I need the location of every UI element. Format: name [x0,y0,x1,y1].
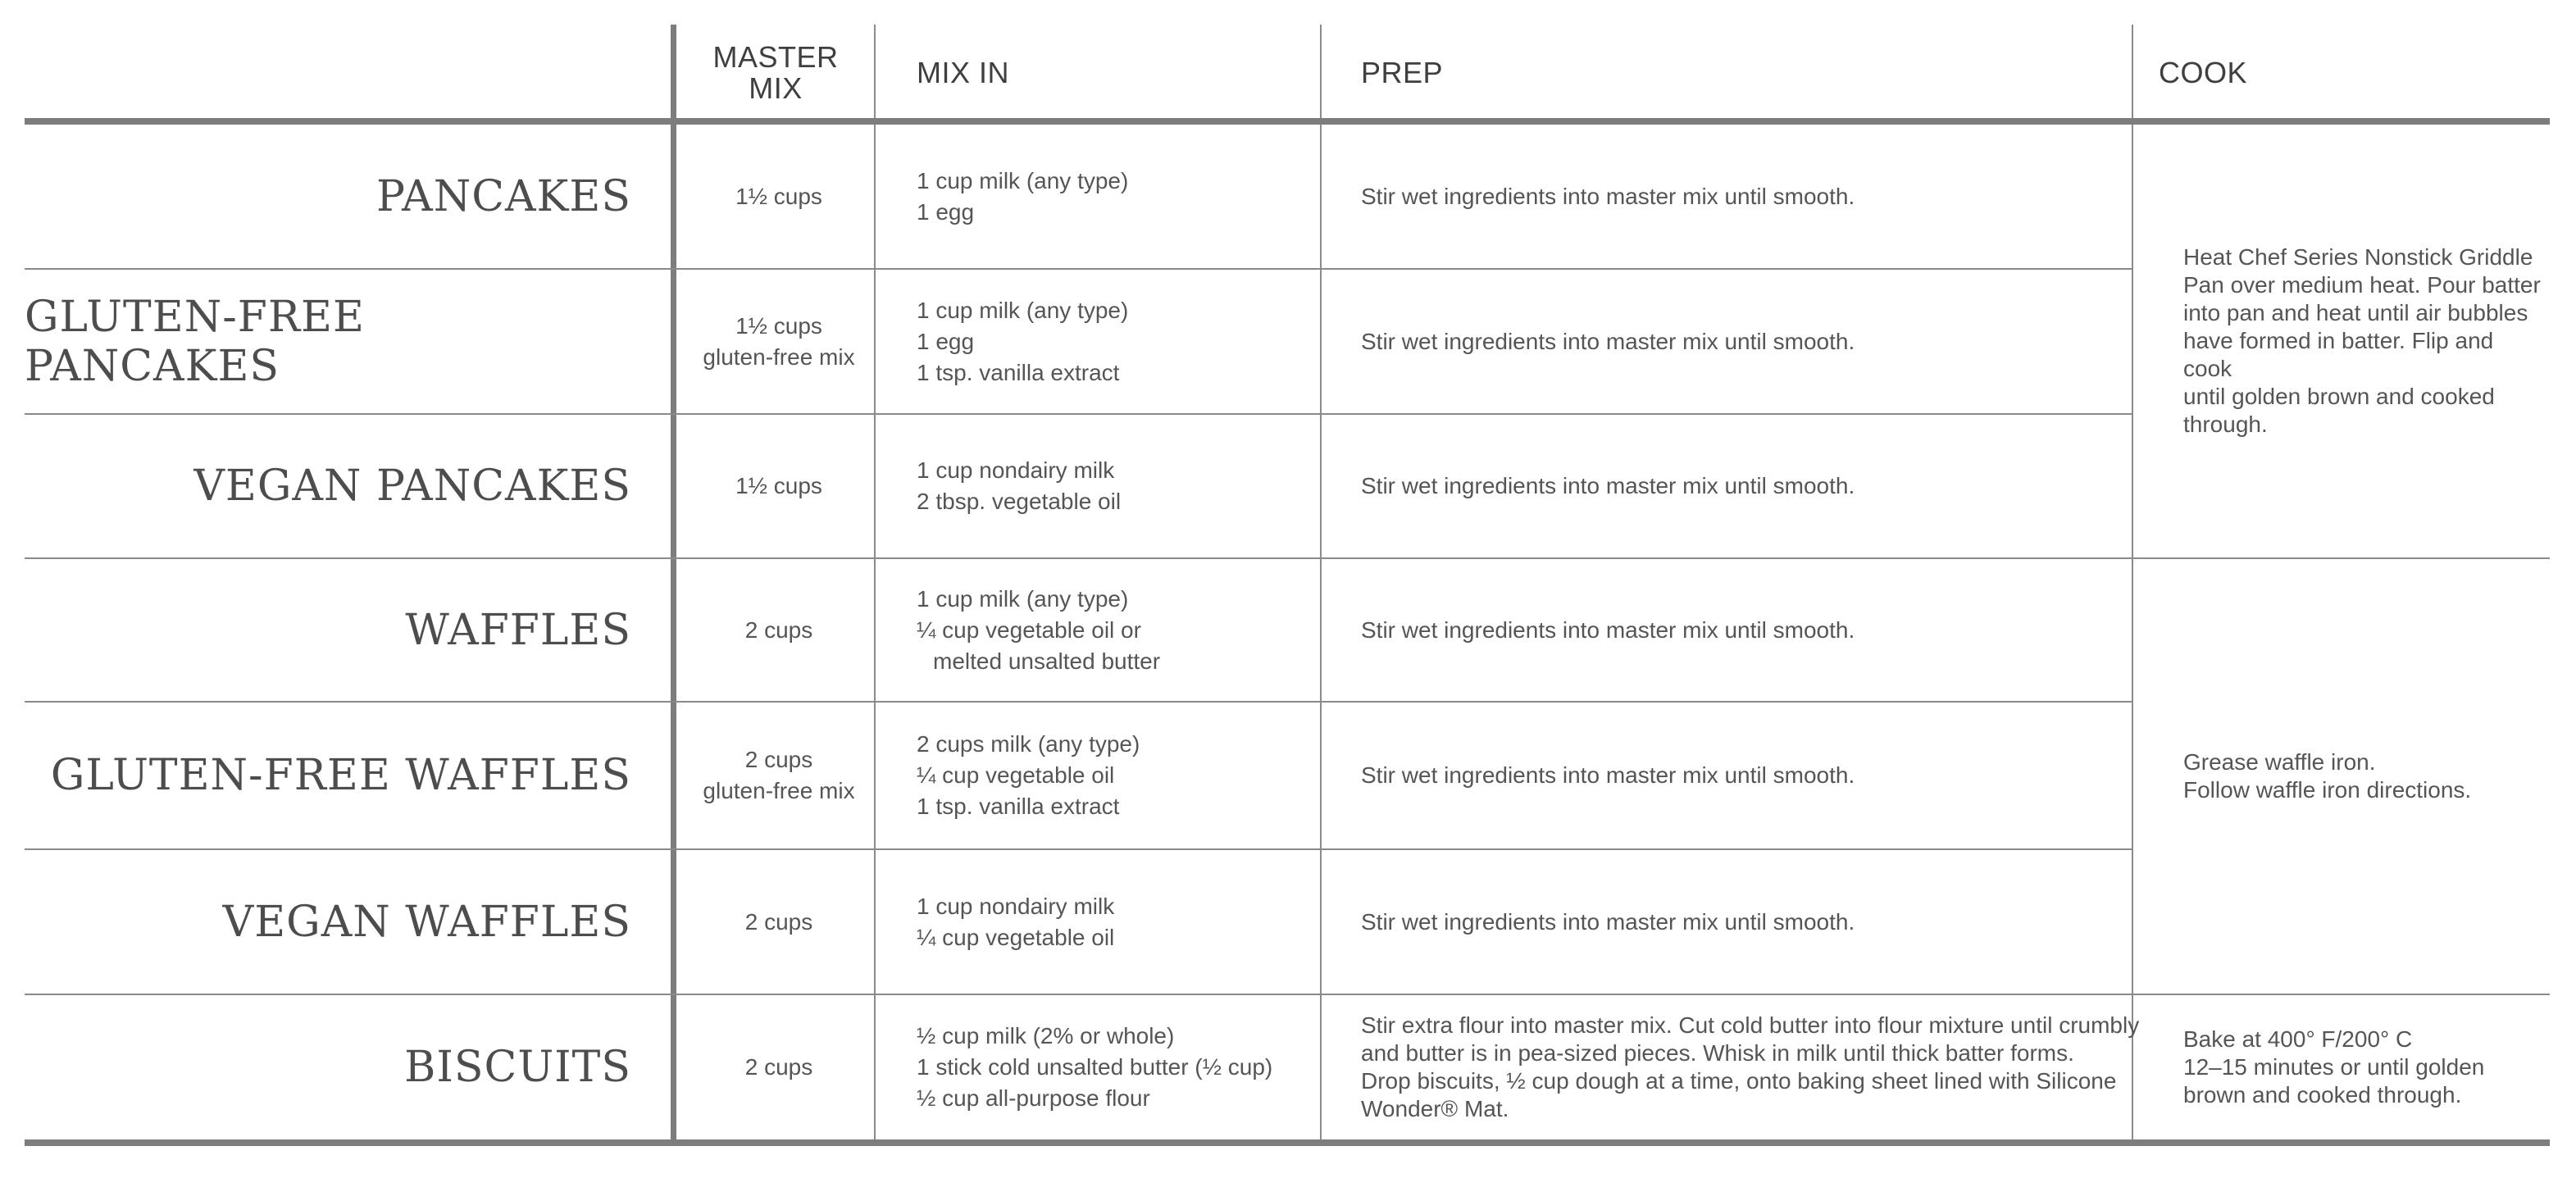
text-line: 1½ cups [735,183,822,209]
text-line: 1 cup milk (any type) [917,167,1129,193]
header-master-mix [677,25,874,121]
prep-cell [1361,850,2148,994]
mix-in-cell [917,270,1327,413]
mix-in-cell [917,415,1327,557]
text-line: and butter is in pea-sized pieces. Whisk in milk until thick batter forms. [1361,1040,2074,1066]
text-line: Stir wet ingredients into master mix until smooth. [1361,473,1855,498]
text-line: 2 cups [744,747,813,772]
table-row [25,850,2550,994]
text-line: ½ cup all-purpose flour [917,1085,1150,1111]
text-line: Stir extra flour into master mix. Cut cold butter into flour mixture until crumbly [1361,1012,2140,1038]
table-row [25,125,2550,268]
text-line: ¼ cup vegetable oil [917,924,1115,950]
text-line: Stir wet ingredients into master mix until smooth. [1361,328,1855,354]
header-master-line2: MIX [749,71,803,105]
table-row [25,995,2550,1139]
text-line: 2 cups [744,1054,813,1080]
text-line: Stir wet ingredients into master mix until smooth. [1361,183,1855,209]
text-line: ¼ cup vegetable oil or [917,616,1141,643]
table-row [25,559,2550,701]
text-line: Bake at 400° F/200° C [2183,1026,2413,1052]
text-line: 1 cup milk (any type) [917,297,1129,323]
text-line: have formed in batter. Flip and cook [2183,328,2494,381]
text-line: Stir wet ingredients into master mix until smooth. [1361,762,1855,788]
recipe-name: VEGAN WAFFLES [222,897,631,947]
prep-cell [1361,703,2148,848]
recipe-name: WAFFLES [405,605,631,655]
master-mix-cell [680,559,877,701]
text-line: 1½ cups [735,312,822,339]
cook-cell-biscuits [2183,995,2544,1139]
text-line: 1½ cups [735,473,822,498]
text-line: Stir wet ingredients into master mix until smooth. [1361,908,1855,935]
text-line: gluten-free mix [703,343,855,370]
recipe-name: BISCUITS [404,1043,631,1092]
text-line: melted unsalted butter [933,648,1161,674]
text-line: Follow waffle iron directions. [2183,777,2472,803]
text-line: until golden brown and cooked [2183,384,2495,409]
footer-rule [25,1139,2550,1146]
text-line: 1 cup nondairy milk [917,457,1115,483]
text-line: Stir wet ingredients into master mix until smooth. [1361,616,1855,643]
header-mix-in: MIX IN [917,56,1010,89]
text-line: Pan over medium heat. Pour batter [2183,272,2541,298]
text-line: 1 cup milk (any type) [917,585,1129,612]
text-line: gluten-free mix [703,778,855,803]
text-line: 1 cup nondairy milk [917,893,1115,919]
text-line: 2 cups [744,908,813,935]
header-master-line1: MASTER [712,40,839,74]
master-mix-cell [680,415,877,557]
table-row [25,270,2550,413]
prep-cell [1361,559,2148,701]
text-line: Drop biscuits, ½ cup dough at a time, onto baking sheet lined with Silicone [1361,1068,2117,1094]
prep-cell [1361,415,2148,557]
prep-cell [1361,995,2148,1139]
mix-in-cell [917,125,1327,268]
mix-in-cell [917,995,1327,1139]
text-line: brown and cooked through. [2183,1082,2462,1108]
text-line: 12–15 minutes or until golden [2183,1054,2485,1080]
recipe-name: GLUTEN-FREE PANCAKES [25,292,365,391]
master-mix-cell [680,125,877,268]
header-cook: COOK [2159,56,2248,89]
text-line: 1 tsp. vanilla extract [917,794,1120,819]
recipe-name: GLUTEN-FREE WAFFLES [50,751,631,800]
cook-cell-waffles [2183,559,2544,994]
table-row [25,703,2550,848]
text-line: 2 tbsp. vegetable oil [917,489,1122,514]
mix-in-cell [917,850,1327,994]
prep-cell [1361,270,2148,413]
master-mix-cell [680,270,877,413]
recipe-name: PANCAKES [375,171,631,221]
text-line: 1 stick cold unsalted butter (½ cup) [917,1054,1273,1080]
text-line: Heat Chef Series Nonstick Griddle [2183,244,2533,270]
text-line: 2 cups [744,616,813,643]
header-rule [25,118,2550,125]
text-line: Grease waffle iron. [2183,749,2376,775]
cook-cell-pancakes [2183,125,2544,557]
header-prep: PREP [1361,56,1444,89]
text-line: 2 cups milk (any type) [917,731,1140,757]
recipe-name: VEGAN PANCAKES [193,462,631,511]
text-line: ½ cup milk (2% or whole) [917,1023,1175,1048]
text-line: 1 egg [917,198,975,225]
master-mix-cell [680,995,877,1139]
text-line: 1 egg [917,328,975,354]
mix-in-cell [917,559,1327,701]
master-mix-cell [680,850,877,994]
text-line: 1 tsp. vanilla extract [917,359,1120,385]
table-row [25,415,2550,557]
text-line: Wonder® Mat. [1361,1096,1509,1121]
text-line: ¼ cup vegetable oil [917,762,1115,788]
mix-in-cell [917,703,1327,848]
prep-cell [1361,125,2148,268]
master-mix-cell [680,703,877,848]
text-line: through. [2183,412,2268,437]
text-line: into pan and heat until air bubbles [2183,300,2528,325]
